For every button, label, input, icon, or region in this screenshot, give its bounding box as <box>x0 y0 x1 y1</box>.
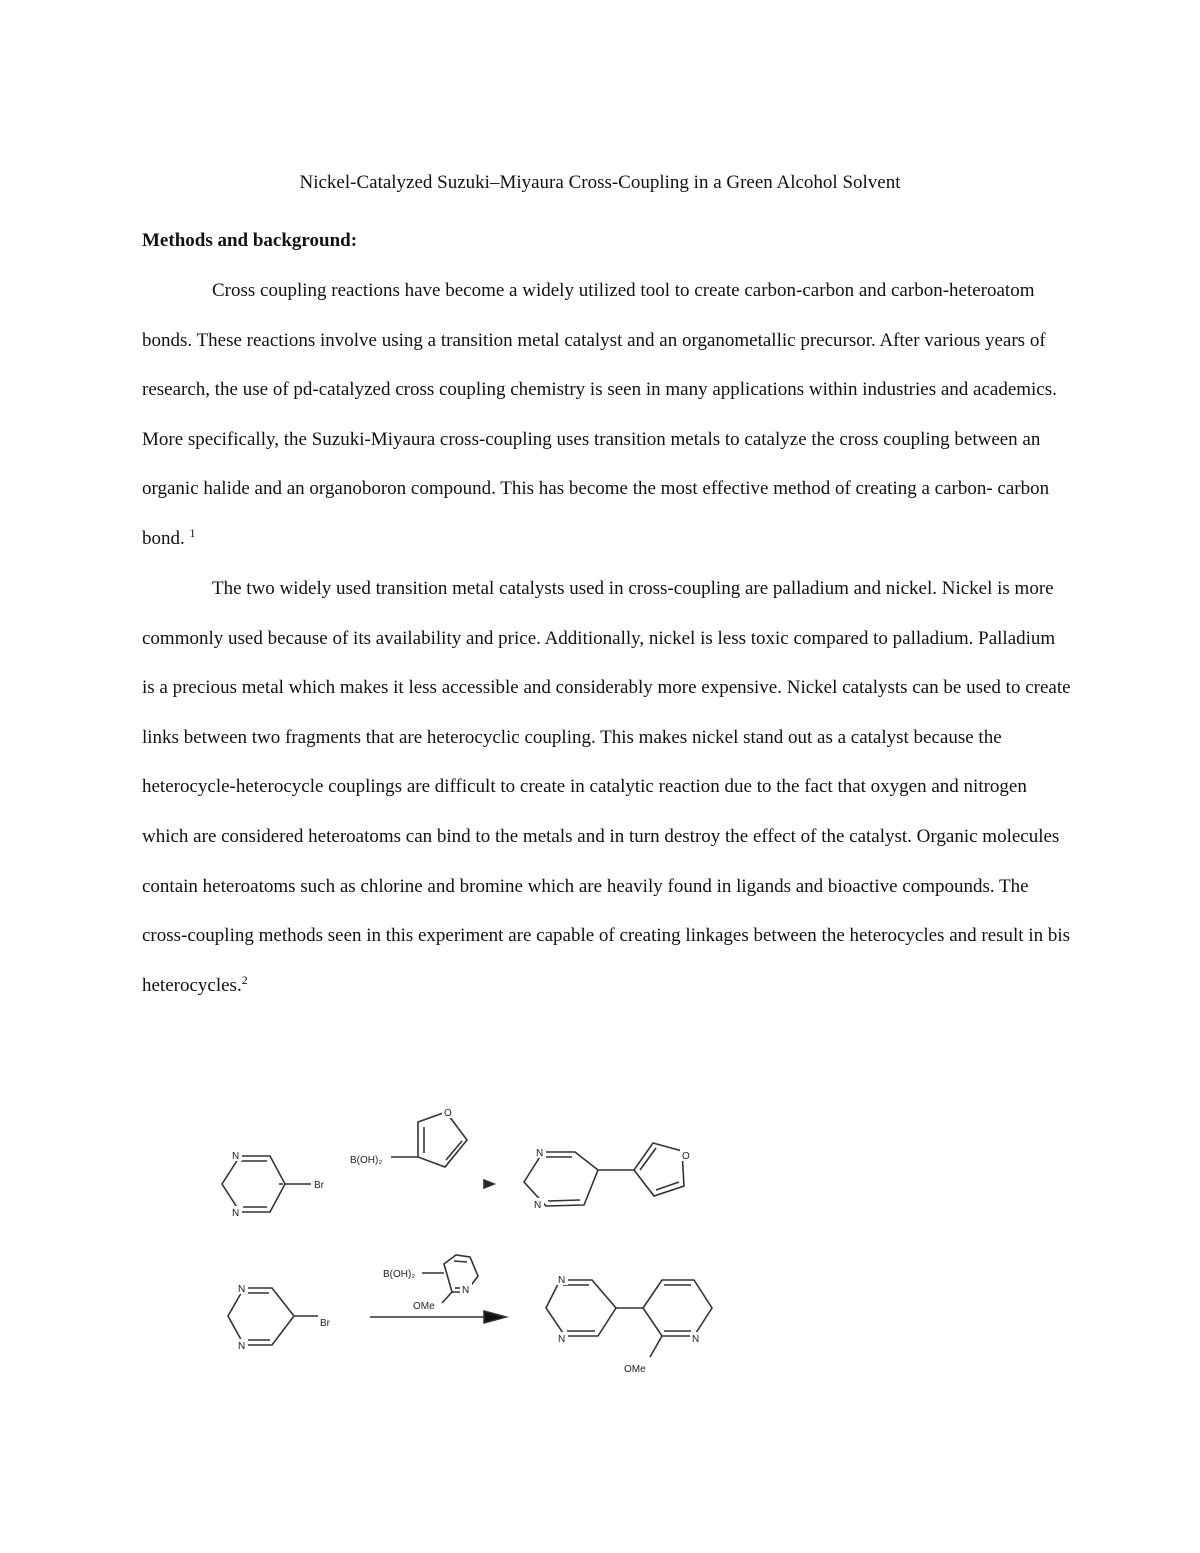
scheme-atom-labels <box>230 1106 702 1375</box>
atom-label-n: N <box>534 1200 542 1211</box>
atom-label-o: O <box>444 1108 452 1119</box>
paragraph-2-text: The two widely used transition metal catalysts used in cross-coupling are palladium and nickel. Nickel is more commonly used because of its availability and price. Additionally, nickel is less toxic compared to palladium. Palladium is a precious metal which makes it less accessible and considerably more expensive. Nickel catalysts can be used to create links between two fragments that are heterocyclic coupling. This makes nickel stand out as a catalyst because the heterocycle-heterocycle couplings are difficult to create in catalytic reaction due to the fact that oxygen and nitrogen which are considered heteroatoms can bind to the metals and in turn destroy the effect of the catalyst. Organic molecules contain heteroatoms such as chlorine and bromine which are heavily found in ligands and bioactive compounds. The cross-coupling methods seen in this experiment are capable of creating linkages between the heterocycles and result in bis heterocycles. <box>142 578 1071 996</box>
atom-label-n: N <box>232 1208 240 1219</box>
section-heading: Methods and background: <box>142 230 358 251</box>
paragraph-1-text: Cross coupling reactions have become a widely utilized tool to create carbon-carbon and carbon-heteroatom bonds. These reactions involve using a transition metal catalyst and an organometallic precursor. After various years of research, the use of pd-catalyzed cross coupling chemistry is seen in many applications within industries and academics. More specifically, the Suzuki-Miyaura cross-coupling uses transition metals to catalyze the cross coupling between an organic halide and an organoboron compound. This has become the most effective method of creating a carbon- carbon bond. <box>142 280 1057 549</box>
methoxypyridine-boronic-acid <box>422 1255 478 1303</box>
atom-label-n: N <box>536 1148 544 1159</box>
atom-label-n: N <box>462 1285 470 1296</box>
atom-label-o: O <box>682 1151 690 1162</box>
atom-label-n: N <box>238 1341 246 1352</box>
group-label-br: Br <box>314 1180 324 1191</box>
product-furanylpyrimidine <box>524 1143 684 1206</box>
atom-label-n: N <box>558 1275 566 1286</box>
citation-1: 1 <box>189 525 196 540</box>
atom-label-n: N <box>558 1334 566 1345</box>
reaction-arrow-1 <box>484 1180 494 1188</box>
reaction-scheme-figure <box>0 1090 1200 1390</box>
furan-boronic-acid <box>391 1112 467 1167</box>
bromopyrimidine-1 <box>222 1156 311 1212</box>
group-label-br: Br <box>320 1318 330 1329</box>
paragraph-2 <box>142 564 1072 1010</box>
group-label-boronic-acid: B(OH)₂ <box>383 1269 416 1280</box>
paper-title: Nickel-Catalyzed Suzuki–Miyaura Cross-Coupling in a Green Alcohol Solvent <box>299 172 901 193</box>
atom-label-n: N <box>232 1151 240 1162</box>
bromopyrimidine-2 <box>228 1288 318 1345</box>
citation-2: 2 <box>241 972 248 987</box>
group-label-ome: OMe <box>413 1301 435 1312</box>
group-label-ome: OMe <box>624 1364 646 1375</box>
paragraph-1 <box>142 266 1072 564</box>
atom-label-n: N <box>238 1284 246 1295</box>
atom-label-n: N <box>692 1334 700 1345</box>
group-label-boronic-acid: B(OH)₂ <box>350 1155 383 1166</box>
product-methoxypyridinylpyrimidine <box>546 1280 712 1357</box>
reaction-arrow-2 <box>370 1311 506 1323</box>
